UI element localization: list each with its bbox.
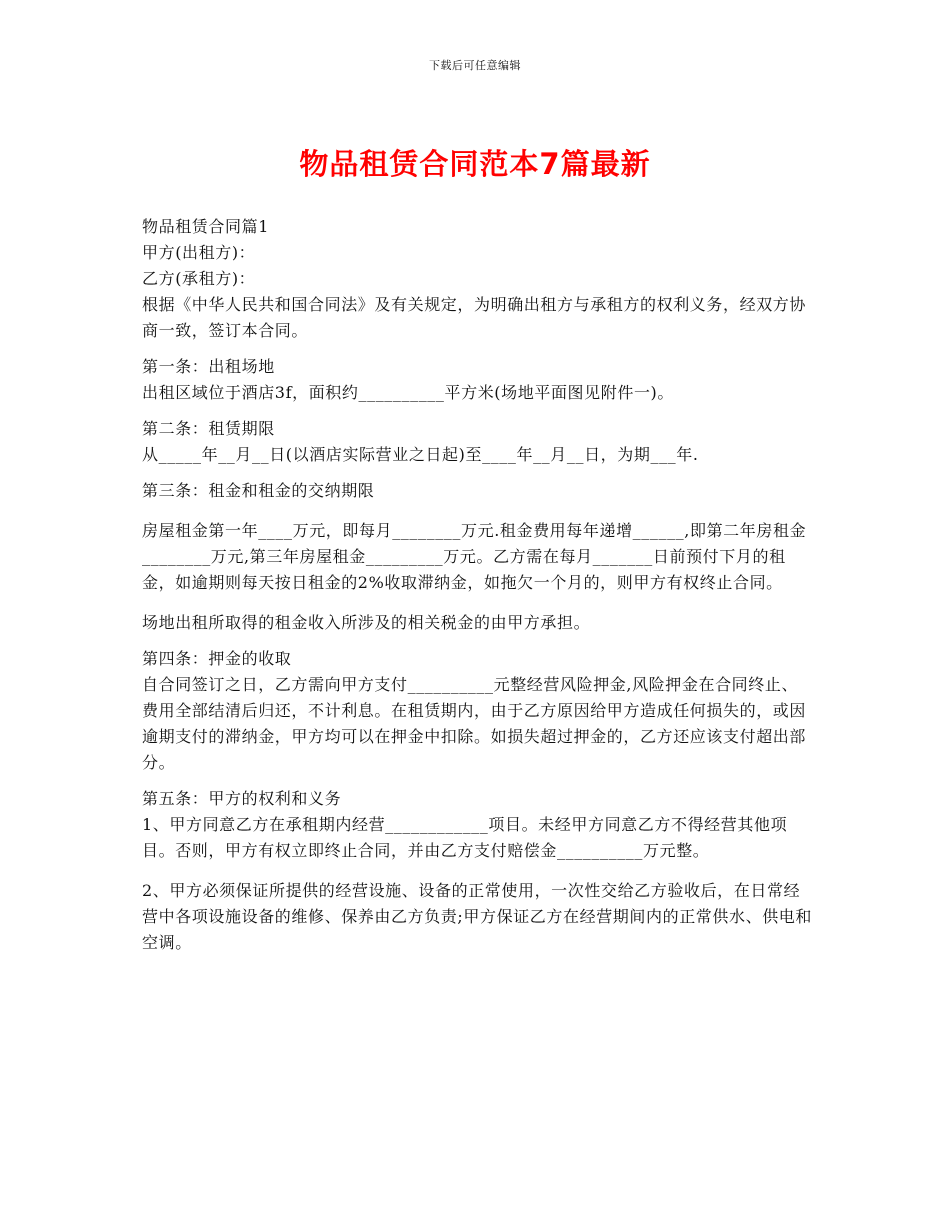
article-5-heading: 第五条：甲方的权利和义务 xyxy=(142,789,342,808)
preamble-paragraph: 根据《中华人民共和国合同法》及有关规定，为明确出租方与承租方的权利义务，经双方协商一致，签订本合同。 xyxy=(142,295,807,340)
section-heading: 物品租赁合同篇1 xyxy=(142,217,269,236)
article-3-text: 房屋租金第一年____万元，即每月________万元.租金费用每年递增______,即第二年房租金________万元,第三年房屋租金_________万元。乙方需在每月_______日前预付下月的租金，如逾期则每天按日租金的2%收取滞纳金，如拖欠一个月的，则甲方有权终止合同。 xyxy=(142,521,807,592)
party-a-line: 甲方(出租方)： xyxy=(142,243,256,262)
document-title: 物品租赁合同范本7篇最新 xyxy=(299,147,651,181)
article-3-tax-text: 场地出租所取得的租金收入所涉及的相关税金的由甲方承担。 xyxy=(142,613,591,632)
article-4-text: 自合同签订之日，乙方需向甲方支付__________元整经营风险押金,风险押金在合同终止、费用全部结清后归还，不计利息。在租赁期内，由于乙方原因给甲方造成任何损失的，或因逾期支付的滞纳金，甲方均可以在押金中扣除。如损失超过押金的，乙方还应该支付超出部分。 xyxy=(142,675,807,772)
article-3-heading: 第三条：租金和租金的交纳期限 xyxy=(142,481,375,500)
article-4-heading: 第四条：押金的收取 xyxy=(142,649,292,668)
article-5-item-1: 1、甲方同意乙方在承租期内经营____________项目。未经甲方同意乙方不得经营其他项目。否则，甲方有权立即终止合同，并由乙方支付赔偿金__________万元整。 xyxy=(142,815,788,860)
article-2-text: 从_____年__月__日(以酒店实际营业之日起)至____年__月__日，为期___年. xyxy=(142,445,699,464)
party-b-line: 乙方(承租方)： xyxy=(142,269,256,288)
page-header: 下载后可任意编辑 xyxy=(429,59,521,72)
document-body xyxy=(142,214,814,956)
article-1-heading: 第一条：出租场地 xyxy=(142,357,275,376)
article-1-text: 出租区域位于酒店3f，面积约__________平方米(场地平面图见附件一)。 xyxy=(142,383,674,402)
article-5-item-2: 2、甲方必须保证所提供的经营设施、设备的正常使用，一次性交给乙方验收后，在日常经营中各项设施设备的维修、保养由乙方负责;甲方保证乙方在经营期间内的正常供水、供电和空调。 xyxy=(142,881,812,952)
article-2-heading: 第二条：租赁期限 xyxy=(142,419,275,438)
